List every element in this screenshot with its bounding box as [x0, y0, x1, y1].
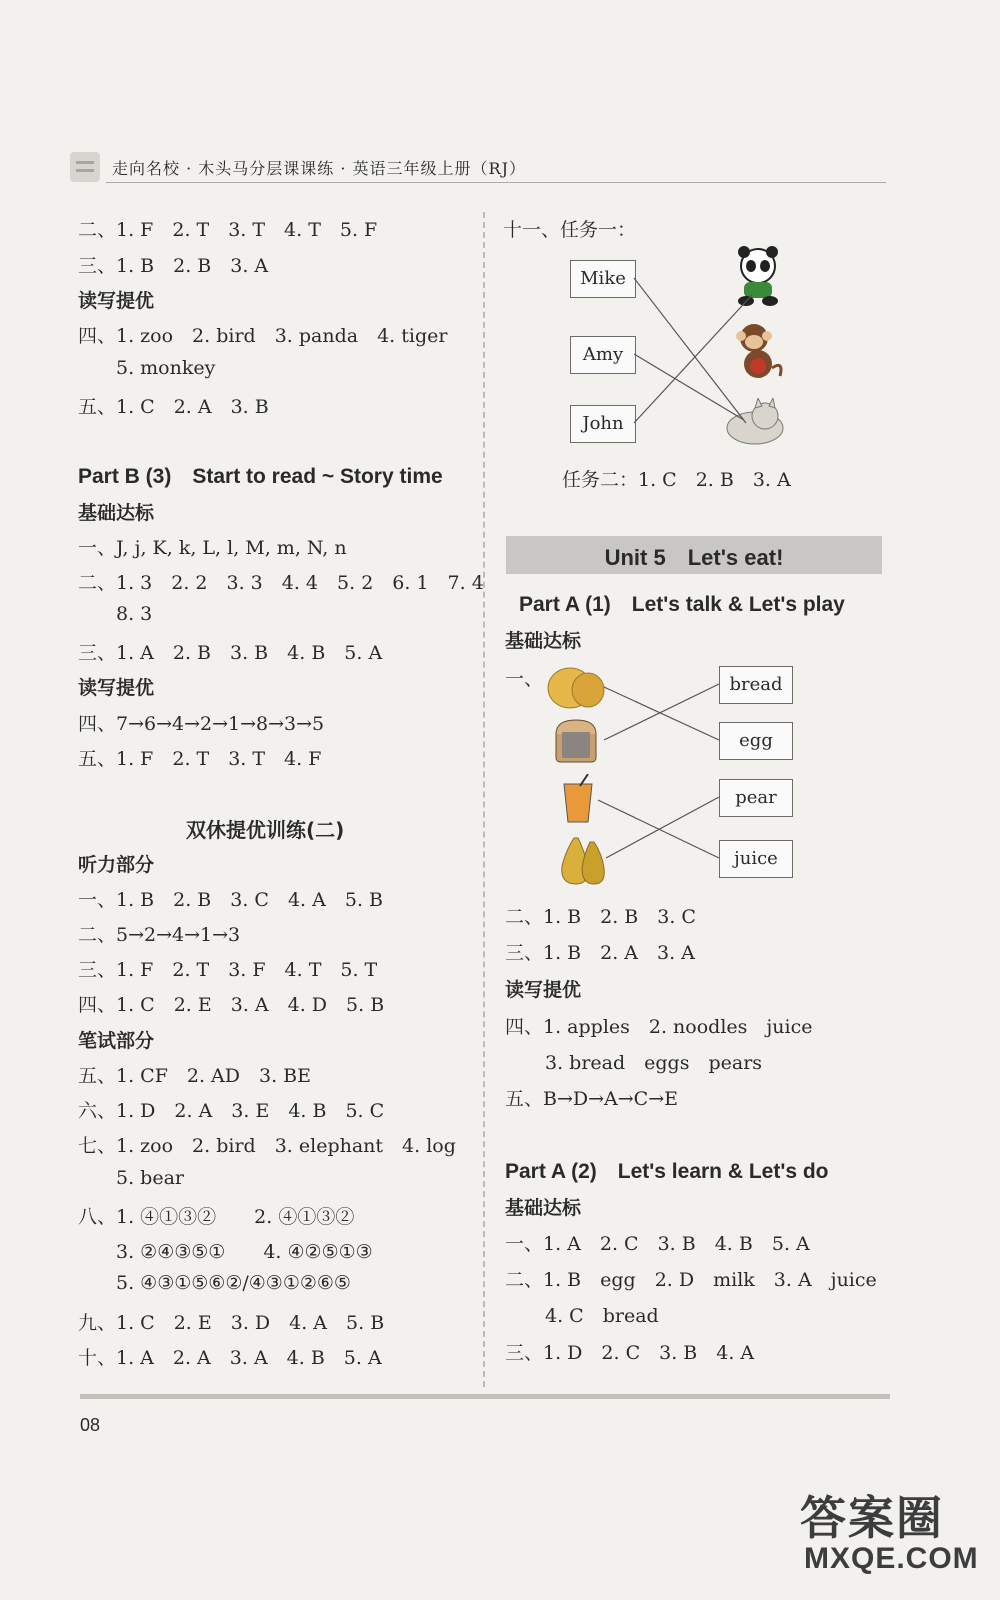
name-box-amy: Amy — [570, 336, 636, 374]
page-number: 08 — [80, 1415, 101, 1435]
name-box-john: John — [570, 405, 636, 443]
answer-line: 3. ②④③⑤① 4. ④②⑤①③ — [116, 1241, 373, 1263]
answer-line: 二、1. F 2. T 3. T 4. T 5. F — [78, 219, 378, 241]
answer-line: 七、1. zoo 2. bird 3. elephant 4. log — [78, 1135, 456, 1157]
answer-line: 一、1. B 2. B 3. C 4. A 5. B — [78, 889, 383, 911]
answer-line: 二、1. B 2. B 3. C — [505, 906, 696, 928]
answer-line: 5. monkey — [116, 357, 216, 379]
question-number: 一、 — [505, 668, 544, 690]
mango-icon — [546, 662, 606, 712]
answer-line: 五、1. C 2. A 3. B — [78, 396, 269, 418]
weekend-heading: 双休提优训练(二) — [186, 818, 345, 842]
cat-icon — [725, 398, 787, 446]
answer-line: 二、1. 3 2. 2 3. 3 4. 4 5. 2 6. 1 7. 4 — [78, 572, 484, 594]
unit-banner — [506, 536, 882, 574]
answer-line: 六、1. D 2. A 3. E 4. B 5. C — [78, 1100, 385, 1122]
answer-line: 三、1. F 2. T 3. F 4. T 5. T — [78, 959, 378, 981]
watermark-text: 答案圈 — [800, 1491, 944, 1545]
juice-icon — [558, 774, 598, 824]
answer-line: 三、1. A 2. B 3. B 4. B 5. A — [78, 642, 383, 664]
answer-line: 一、1. A 2. C 3. B 4. B 5. A — [505, 1233, 810, 1255]
section-heading: 基础达标 — [505, 630, 582, 652]
page-header — [70, 150, 886, 184]
section-heading: 基础达标 — [78, 502, 155, 524]
answer-line: 5. bear — [116, 1167, 184, 1189]
pear-icon — [556, 830, 608, 886]
part-heading: Part A (2) Let's learn & Let's do — [505, 1160, 829, 1183]
word-box-juice: juice — [719, 840, 793, 878]
answer-line: 八、1. ④①③② 2. ④①③② — [78, 1206, 355, 1228]
site-watermark — [790, 1482, 980, 1594]
answer-line: 4. C bread — [545, 1305, 659, 1327]
answer-line: 8. 3 — [116, 603, 153, 625]
part-heading: Part B (3) Start to read ~ Story time — [78, 465, 443, 488]
part-heading: Part A (1) Let's talk & Let's play — [519, 593, 845, 616]
unit-title: Unit 5 Let's eat! — [604, 545, 784, 570]
answer-line: 四、1. apples 2. noodles juice — [505, 1016, 813, 1038]
answer-line: 一、J, j, K, k, L, l, M, m, N, n — [78, 537, 347, 559]
answer-line: 四、1. zoo 2. bird 3. panda 4. tiger — [78, 325, 448, 347]
section-heading: 读写提优 — [505, 979, 582, 1001]
panda-icon — [730, 246, 786, 308]
monkey-icon — [732, 320, 788, 386]
column-divider — [483, 212, 485, 1387]
header-title: 走向名校 · 木头马分层课课练 · 英语三年级上册（RJ） — [112, 159, 526, 178]
answer-line: 四、7→6→4→2→1→8→3→5 — [78, 713, 325, 735]
answer-line: 二、5→2→4→1→3 — [78, 924, 241, 946]
section-heading: 笔试部分 — [78, 1030, 155, 1052]
answer-line: 三、1. B 2. B 3. A — [78, 255, 269, 277]
word-box-pear: pear — [719, 779, 793, 817]
task-heading: 十一、任务一： — [503, 219, 637, 241]
answer-line: 十、1. A 2. A 3. A 4. B 5. A — [78, 1347, 382, 1369]
section-heading: 读写提优 — [78, 677, 155, 699]
book-logo-icon — [70, 152, 100, 182]
answer-line: 三、1. B 2. A 3. A — [505, 942, 695, 964]
header-rule — [106, 182, 886, 183]
task-answer: 任务二：1. C 2. B 3. A — [562, 469, 791, 491]
answer-line: 三、1. D 2. C 3. B 4. A — [505, 1342, 755, 1364]
bread-icon — [552, 718, 604, 766]
answer-line: 二、1. B egg 2. D milk 3. A juice — [505, 1269, 877, 1291]
answer-line: 五、1. F 2. T 3. T 4. F — [78, 748, 322, 770]
word-box-egg: egg — [719, 722, 793, 760]
answer-line: 四、1. C 2. E 3. A 4. D 5. B — [78, 994, 385, 1016]
answer-line: 五、B→D→A→C→E — [505, 1088, 679, 1110]
watermark-url: MXQE.COM — [804, 1542, 979, 1575]
section-heading: 听力部分 — [78, 854, 155, 876]
answer-line: 5. ④③①⑤⑥②/④③①②⑥⑤ — [116, 1272, 351, 1294]
answer-line: 九、1. C 2. E 3. D 4. A 5. B — [78, 1312, 385, 1334]
answer-line: 3. bread eggs pears — [545, 1052, 763, 1074]
section-heading: 读写提优 — [78, 290, 155, 312]
section-heading: 基础达标 — [505, 1197, 582, 1219]
name-box-mike: Mike — [570, 260, 636, 298]
word-box-bread: bread — [719, 666, 793, 704]
footer-rule — [80, 1394, 890, 1399]
answer-line: 五、1. CF 2. AD 3. BE — [78, 1065, 312, 1087]
